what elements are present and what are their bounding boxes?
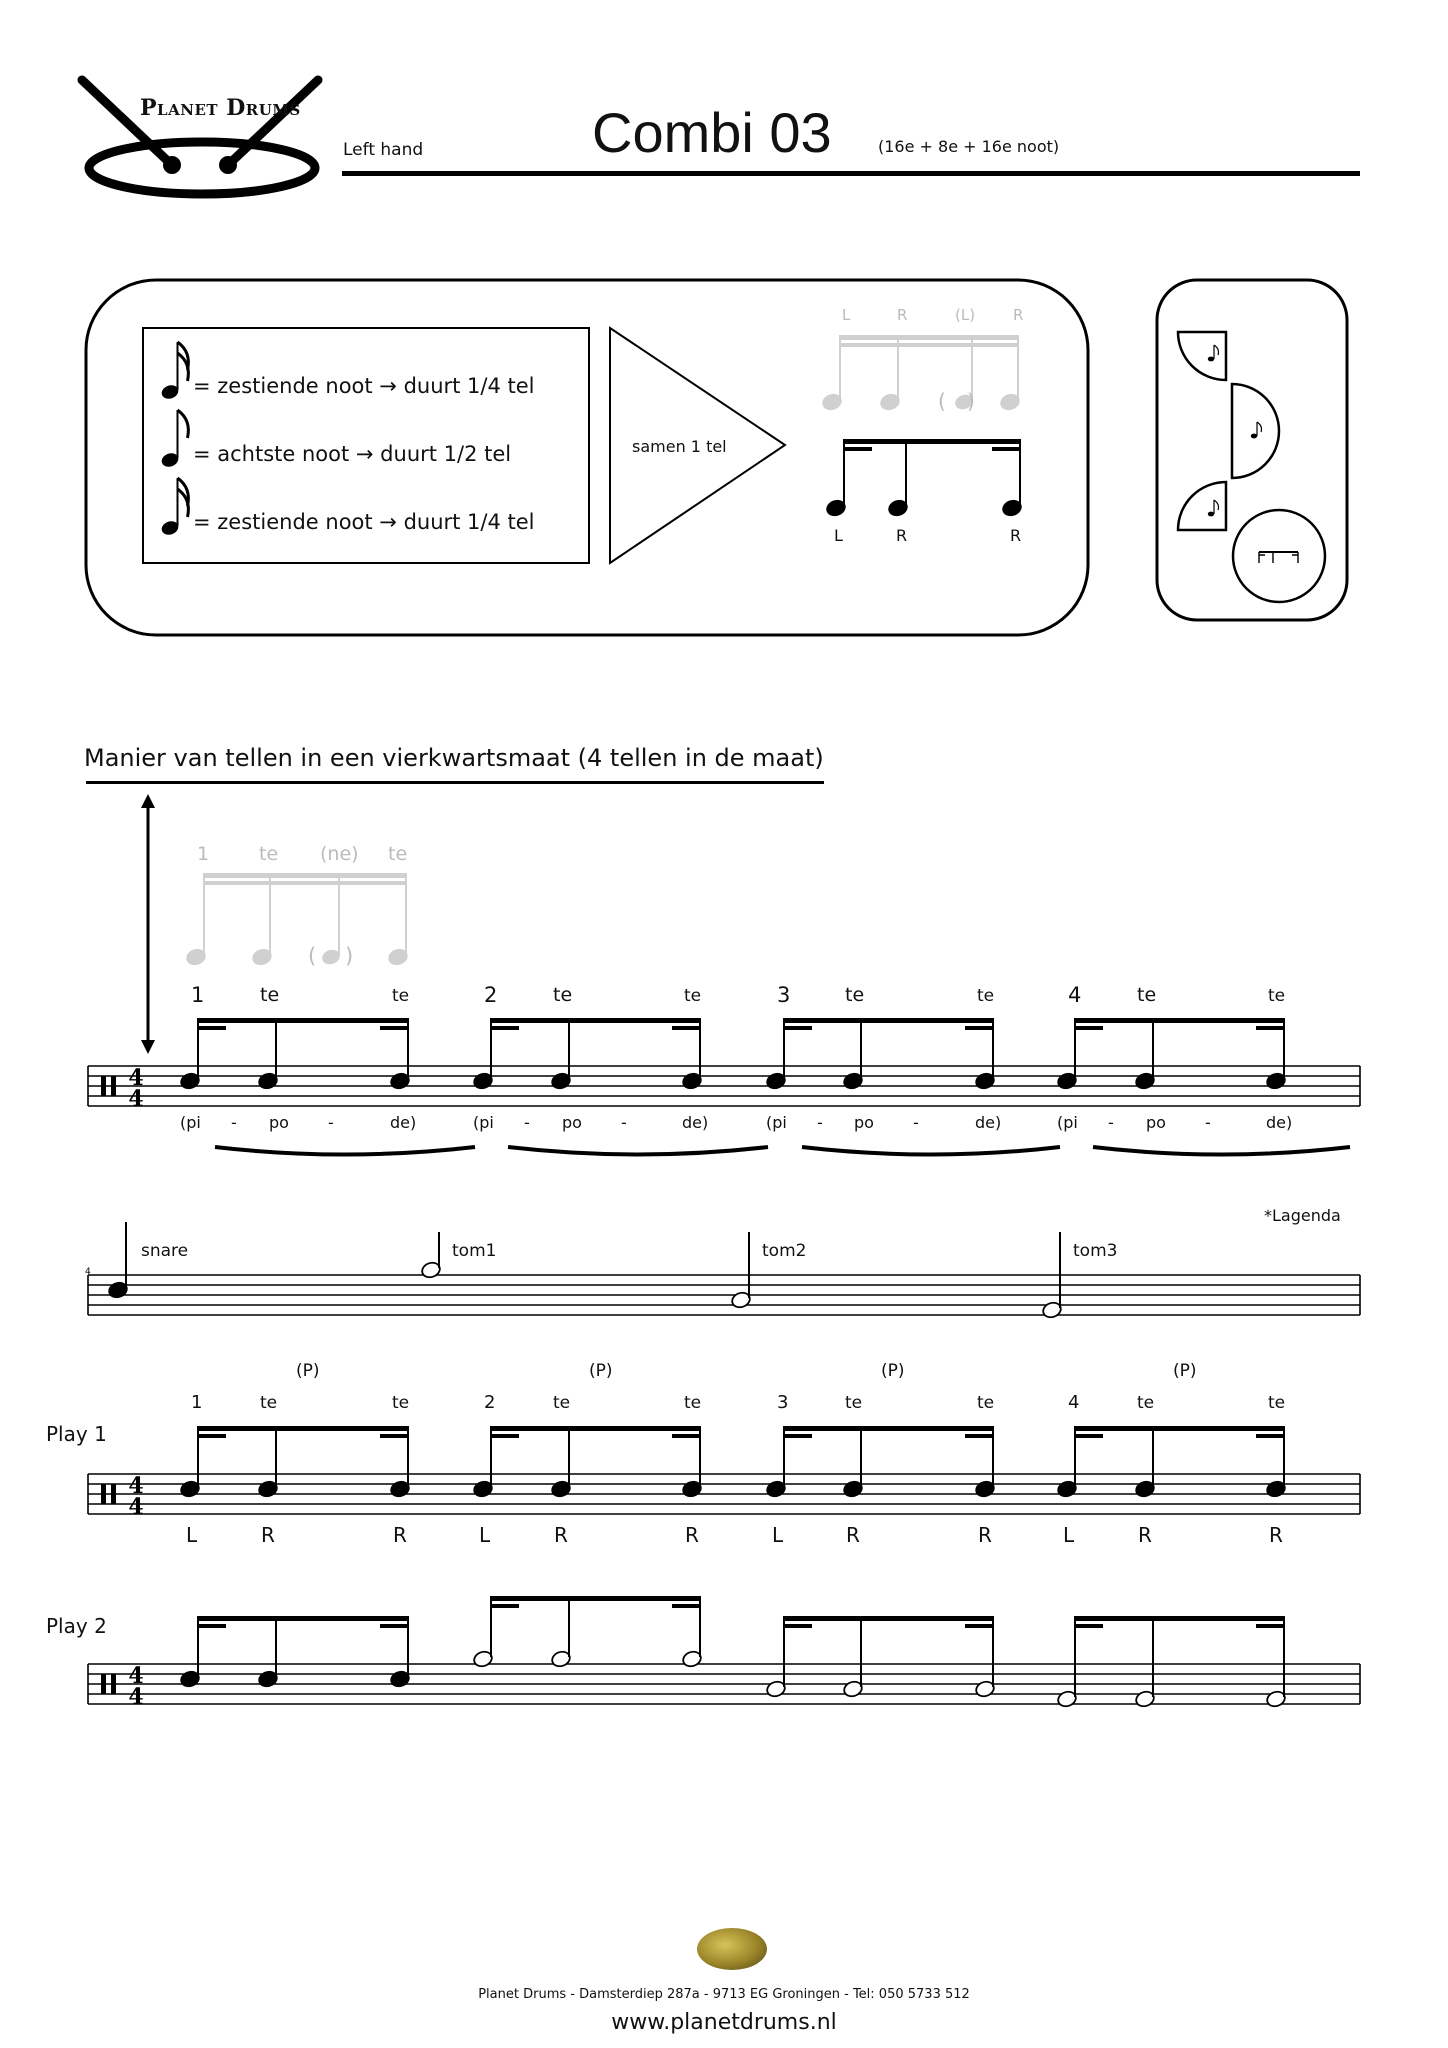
counting-heading: Manier van tellen in een vierkwartsmaat (4 tellen in de maat) — [84, 744, 824, 772]
count-number: 1 — [191, 1392, 203, 1413]
count-syllable: po — [562, 1113, 582, 1132]
beam — [1075, 1616, 1284, 1621]
beam-sixteenth — [1256, 1624, 1284, 1628]
beam-sixteenth — [491, 1604, 519, 1608]
beam-sixteenth — [198, 1026, 226, 1030]
ghost-beam — [204, 881, 406, 885]
sticking-letter: R — [846, 1523, 860, 1547]
beam-sixteenth — [784, 1026, 812, 1030]
count-syllable: de) — [975, 1113, 1002, 1132]
count-te: te — [977, 986, 995, 1006]
play2-label: Play 2 — [46, 1614, 107, 1638]
count-syllable: po — [269, 1113, 289, 1132]
rhythm-figure-icon — [1259, 552, 1298, 563]
time-signature: 4 — [128, 1065, 144, 1091]
sticking-letter: R — [393, 1523, 407, 1547]
beam-sixteenth — [491, 1026, 519, 1030]
count-syllable: po — [1146, 1113, 1166, 1132]
count-te: te — [553, 1393, 571, 1413]
note-head — [1208, 512, 1214, 517]
drum-key-title: *Lagenda — [1264, 1206, 1341, 1225]
beam-sixteenth — [844, 447, 872, 451]
beam — [1075, 1426, 1284, 1431]
small-marker: 4 — [85, 1267, 91, 1277]
count-syllable: - — [1108, 1113, 1114, 1132]
count-syllable: - — [1205, 1113, 1211, 1132]
slur — [802, 1147, 1060, 1155]
beam — [840, 335, 1018, 340]
slur — [215, 1147, 475, 1155]
beam-sixteenth — [380, 1434, 408, 1438]
count-syllable: - — [817, 1113, 823, 1132]
time-signature: 4 — [128, 1663, 144, 1689]
ghost-count: 1 — [197, 843, 210, 865]
beam-sixteenth — [784, 1624, 812, 1628]
legend-row-3: = zestiende noot → duurt 1/4 tel — [193, 510, 535, 534]
note-head — [1208, 357, 1214, 362]
count-syllable: (pi — [1057, 1113, 1078, 1132]
percussion-clef-icon — [101, 1674, 106, 1694]
beam-sixteenth — [784, 1434, 812, 1438]
sticking-letter: L — [186, 1523, 198, 1547]
beam-sixteenth — [380, 1026, 408, 1030]
beam — [491, 1018, 700, 1023]
percussion-clef-icon — [101, 1484, 106, 1504]
count-syllable: de) — [1266, 1113, 1293, 1132]
beam-sixteenth — [1256, 1434, 1284, 1438]
slur — [508, 1147, 768, 1155]
count-te: te — [260, 1393, 278, 1413]
accent-marking: (P) — [881, 1361, 905, 1381]
count-te: te — [845, 1393, 863, 1413]
beam — [198, 1616, 408, 1621]
time-signature: 4 — [128, 1684, 144, 1710]
count-te: te — [260, 984, 280, 1006]
count-syllable: de) — [390, 1113, 417, 1132]
beam — [1075, 1018, 1284, 1023]
beam-sixteenth — [672, 1434, 700, 1438]
time-signature: 4 — [128, 1086, 144, 1112]
count-te: te — [1268, 986, 1286, 1006]
note-flag — [1257, 422, 1262, 432]
page-subtitle: (16e + 8e + 16e noot) — [878, 137, 1060, 156]
beam-sixteenth — [198, 1434, 226, 1438]
count-number: 2 — [484, 1392, 496, 1413]
count-syllable: po — [854, 1113, 874, 1132]
count-te: te — [1268, 1393, 1286, 1413]
beam-sixteenth — [672, 1604, 700, 1608]
page-title: Combi 03 — [592, 101, 832, 164]
legend-ghost-sticking: L — [842, 306, 851, 324]
heading-rule — [86, 781, 824, 784]
beam — [491, 1596, 700, 1601]
beam-sixteenth — [1256, 1026, 1284, 1030]
play1-staff — [88, 1473, 1360, 1520]
legend-row-2: = achtste noot → duurt 1/2 tel — [193, 442, 512, 466]
count-number: 3 — [777, 1392, 789, 1413]
ghost-beam — [840, 343, 1018, 347]
beam — [784, 1616, 993, 1621]
legend-ghost-sticking: R — [897, 306, 908, 324]
ghost-paren: ) — [345, 944, 354, 968]
play1-label: Play 1 — [46, 1422, 107, 1446]
beam — [204, 873, 406, 878]
legend-row-1: = zestiende noot → duurt 1/4 tel — [193, 374, 535, 398]
beam-sixteenth — [965, 1434, 993, 1438]
count-te: te — [392, 986, 410, 1006]
percussion-clef-icon — [111, 1484, 116, 1504]
count-te: te — [553, 984, 573, 1006]
beam-sixteenth — [965, 1624, 993, 1628]
beam — [844, 439, 1020, 444]
count-number: 2 — [484, 983, 498, 1007]
footer-address: Planet Drums - Damsterdiep 287a - 9713 EG Groningen - Tel: 050 5733 512 — [478, 1987, 970, 2002]
sticking-letter: L — [772, 1523, 784, 1547]
sticking-letter: R — [554, 1523, 568, 1547]
count-te: te — [684, 986, 702, 1006]
ghost-count: (ne) — [320, 843, 359, 865]
full-circle-icon — [1233, 510, 1325, 602]
legend-ghost-sticking: (L) — [955, 306, 976, 324]
count-syllable: - — [328, 1113, 334, 1132]
count-syllable: (pi — [766, 1113, 787, 1132]
legend-sticking: R — [896, 526, 908, 545]
beam-sixteenth — [1075, 1026, 1103, 1030]
count-syllable: de) — [682, 1113, 709, 1132]
counting-staff — [88, 1065, 1360, 1112]
sticking-letter: R — [1269, 1523, 1283, 1547]
header-rule — [342, 171, 1360, 176]
quarter-circle-icon — [1178, 332, 1226, 380]
beam — [784, 1426, 993, 1431]
sticking-letter: R — [685, 1523, 699, 1547]
count-syllable: - — [913, 1113, 919, 1132]
drum-key-snare: snare — [141, 1241, 189, 1261]
count-te: te — [1137, 984, 1157, 1006]
ghost-paren: ( — [308, 944, 317, 968]
beam-sixteenth — [1075, 1624, 1103, 1628]
legend-sticking: R — [1010, 526, 1022, 545]
beam — [198, 1426, 408, 1431]
footer-logo — [697, 1928, 767, 1970]
time-signature: 4 — [128, 1473, 144, 1499]
beam-sixteenth — [965, 1026, 993, 1030]
beam-sixteenth — [491, 1434, 519, 1438]
ghost-paren: ) — [967, 389, 975, 413]
note-head — [1251, 434, 1257, 439]
note-flag — [1214, 345, 1219, 355]
count-te: te — [684, 1393, 702, 1413]
percussion-clef-icon — [101, 1076, 106, 1096]
drum-key-tom2: tom2 — [762, 1241, 807, 1261]
beam-sixteenth — [992, 447, 1020, 451]
ghost-count: te — [388, 843, 408, 865]
ghost-count: te — [259, 843, 279, 865]
note-flag — [1214, 500, 1219, 510]
beam — [491, 1426, 700, 1431]
percussion-clef-icon — [111, 1076, 116, 1096]
count-syllable: (pi — [473, 1113, 494, 1132]
play2-staff — [88, 1663, 1360, 1710]
ghost-paren: ( — [938, 389, 946, 413]
drum-key-tom3: tom3 — [1073, 1241, 1118, 1261]
time-signature: 4 — [128, 1494, 144, 1520]
count-syllable: - — [524, 1113, 530, 1132]
count-syllable: - — [231, 1113, 237, 1132]
beam — [198, 1018, 408, 1023]
beam-sixteenth — [1075, 1434, 1103, 1438]
hand-label: Left hand — [343, 140, 424, 160]
sticking-letter: L — [1063, 1523, 1075, 1547]
count-te: te — [1137, 1393, 1155, 1413]
count-number: 3 — [777, 983, 791, 1007]
legend-ghost-sticking: R — [1013, 306, 1024, 324]
percussion-clef-icon — [111, 1674, 116, 1694]
note-flag — [178, 410, 189, 438]
drum-key-staff — [88, 1275, 1360, 1315]
drum-key-tom1: tom1 — [452, 1241, 497, 1261]
accent-marking: (P) — [1173, 1361, 1197, 1381]
accent-marking: (P) — [296, 1361, 320, 1381]
beam — [784, 1018, 993, 1023]
footer-website[interactable]: www.planetdrums.nl — [611, 2010, 837, 2035]
beam-sixteenth — [198, 1624, 226, 1628]
sticking-letter: L — [479, 1523, 491, 1547]
legend-sticking: L — [834, 526, 843, 545]
sticking-letter: R — [261, 1523, 275, 1547]
count-syllable: - — [621, 1113, 627, 1132]
sticking-letter: R — [1138, 1523, 1152, 1547]
count-te: te — [845, 984, 865, 1006]
double-arrow-icon — [141, 794, 155, 1054]
sticking-letter: R — [978, 1523, 992, 1547]
accent-marking: (P) — [589, 1361, 613, 1381]
count-te: te — [977, 1393, 995, 1413]
count-number: 1 — [191, 983, 205, 1007]
count-number: 4 — [1068, 983, 1082, 1007]
beam-sixteenth — [672, 1026, 700, 1030]
count-te: te — [392, 1393, 410, 1413]
beam-sixteenth — [380, 1624, 408, 1628]
count-number: 4 — [1068, 1392, 1080, 1413]
count-syllable: (pi — [180, 1113, 201, 1132]
triangle-text: samen 1 tel — [632, 437, 727, 456]
half-circle-icon — [1232, 384, 1279, 478]
slur — [1093, 1147, 1350, 1155]
logo-text: Planet Drums — [140, 95, 301, 121]
